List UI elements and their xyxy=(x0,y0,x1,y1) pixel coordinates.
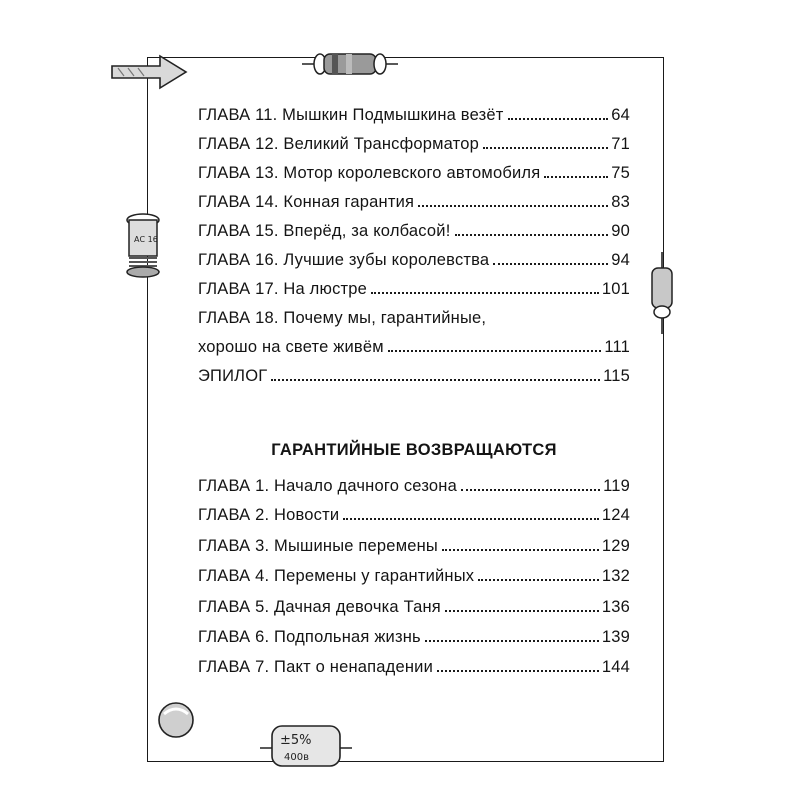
arrow-icon xyxy=(110,52,190,92)
entry-page: 64 xyxy=(611,106,630,124)
toc-entry xyxy=(198,593,630,617)
leader-dots xyxy=(442,549,599,551)
coil-label: АС 16 xyxy=(134,235,158,244)
epilogue-page: 115 xyxy=(603,367,630,385)
toc-entry xyxy=(198,246,630,270)
entry-page: 124 xyxy=(601,506,630,524)
toc-entry xyxy=(198,653,630,677)
entry-page: 129 xyxy=(601,537,630,555)
entry-page: 111 xyxy=(604,338,630,356)
toc-entry xyxy=(198,101,630,125)
resistor-label-line2: 400в xyxy=(284,752,309,763)
entry-page: 136 xyxy=(601,598,630,616)
leader-dots xyxy=(388,350,602,352)
entry-page: 83 xyxy=(611,193,630,211)
entry-label: ГЛАВА 5. Дачная девочка Таня xyxy=(198,598,441,616)
entry-page: 132 xyxy=(601,567,630,585)
entry-label: ГЛАВА 16. Лучшие зубы королевства xyxy=(198,251,490,269)
leader-dots xyxy=(455,234,609,236)
leader-dots xyxy=(437,670,599,672)
leader-dots xyxy=(371,292,599,294)
toc-entry xyxy=(198,562,630,586)
toc-entry xyxy=(198,472,630,496)
toc-entry xyxy=(198,623,630,647)
toc-entry xyxy=(198,275,630,299)
resistor-label-line1: ±5% xyxy=(280,733,312,748)
leader-dots xyxy=(478,579,599,581)
section-heading: ГАРАНТИЙНЫЕ ВОЗВРАЩАЮТСЯ xyxy=(271,441,557,459)
button-icon xyxy=(156,700,196,740)
leader-dots xyxy=(445,610,599,612)
toc-entry xyxy=(198,130,630,154)
entry-label: ГЛАВА 14. Конная гарантия xyxy=(198,193,415,211)
entry-label: ГЛАВА 3. Мышиные перемены xyxy=(198,537,438,555)
toc-entry xyxy=(198,159,630,183)
capacitor-icon xyxy=(644,252,680,334)
toc-entry xyxy=(198,188,630,212)
entry-page: 139 xyxy=(601,628,630,646)
leader-dots xyxy=(425,640,599,642)
entry-page: 94 xyxy=(611,251,630,269)
toc-entry xyxy=(198,532,630,556)
coil-icon xyxy=(117,212,169,278)
entry-page: 144 xyxy=(601,658,630,676)
leader-dots xyxy=(508,118,609,120)
leader-dots xyxy=(544,176,608,178)
epilogue-label: ЭПИЛОГ xyxy=(198,367,268,385)
leader-dots xyxy=(418,205,608,207)
resistor-label-icon xyxy=(258,718,354,770)
entry-label: ГЛАВА 12. Великий Трансформатор xyxy=(198,135,480,153)
leader-dots xyxy=(483,147,608,149)
entry-label: хорошо на свете живём xyxy=(198,338,384,356)
entry-label: ГЛАВА 6. Подпольная жизнь xyxy=(198,628,421,646)
entry-label: ГЛАВА 11. Мышкин Подмышкина везёт xyxy=(198,106,504,124)
leader-dots xyxy=(493,263,608,265)
leader-dots xyxy=(343,518,599,520)
entry-label: ГЛАВА 17. На люстре xyxy=(198,280,368,298)
leader-dots xyxy=(271,379,600,381)
leader-dots xyxy=(461,489,600,491)
entry-label: ГЛАВА 4. Перемены у гарантийных xyxy=(198,567,475,585)
entry-page: 90 xyxy=(611,222,630,240)
entry-page: 101 xyxy=(601,280,630,298)
entry-label: ГЛАВА 2. Новости xyxy=(198,506,340,524)
entry-label: ГЛАВА 1. Начало дачного сезона xyxy=(198,477,457,495)
resistor-icon xyxy=(300,44,400,84)
toc-entry xyxy=(198,501,630,525)
entry-label: ГЛАВА 13. Мотор королевского автомобиля xyxy=(198,164,541,182)
toc-entry-18-line1 xyxy=(198,304,630,328)
entry-label: ГЛАВА 15. Вперёд, за колбасой! xyxy=(198,222,451,240)
toc-epilogue xyxy=(198,362,630,386)
entry-page: 71 xyxy=(611,135,630,153)
entry-label: ГЛАВА 18. Почему мы, гарантийные, xyxy=(198,309,487,327)
entry-label: ГЛАВА 7. Пакт о ненападении xyxy=(198,658,434,676)
entry-page: 75 xyxy=(611,164,630,182)
toc-entry-18-line2 xyxy=(198,333,630,357)
entry-page: 119 xyxy=(603,477,630,495)
toc-entry xyxy=(198,217,630,241)
